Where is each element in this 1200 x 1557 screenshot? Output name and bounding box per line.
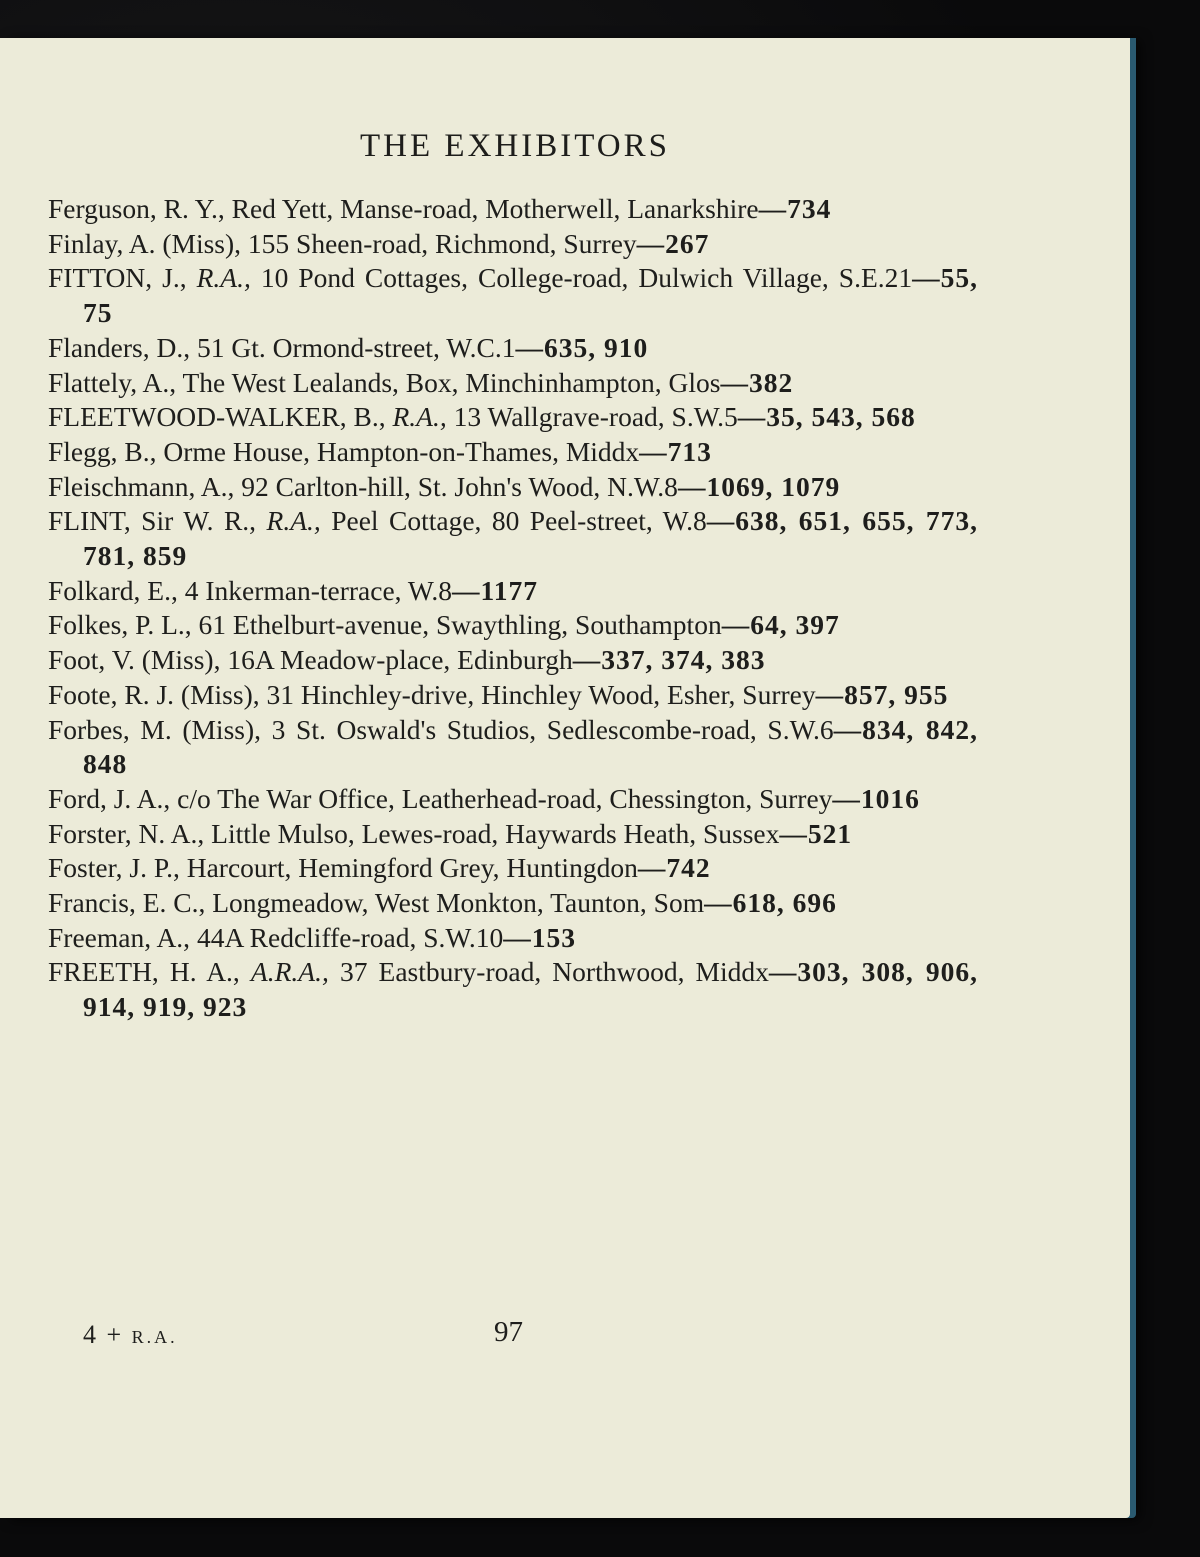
exhibitor-name: Forbes, M. (Miss), [48, 713, 262, 745]
exhibitor-name: Folkard, E., [48, 574, 178, 606]
exhibitor-name: FLEETWOOD-WALKER, B., [48, 401, 386, 433]
exhibit-numbers: —521 [779, 817, 853, 849]
exhibitor-entry [48, 504, 978, 573]
exhibitor-address: Red Yett, Manse-road, Motherwell, Lanarkshire [231, 193, 759, 224]
exhibitor-address: 155 Sheen-road, Richmond, Surrey [247, 227, 637, 259]
exhibitor-address: 10 Pond Cottages, College-road, Dulwich Village, S.E.21 [260, 262, 913, 294]
exhibitor-name: FITTON, J., [48, 262, 187, 294]
exhibit-numbers: —857, 955 [815, 678, 949, 710]
exhibitor-name: FLINT, Sir W. R., [48, 505, 257, 537]
exhibitor-address: 37 Eastbury-road, Northwood, Middx [339, 956, 769, 988]
exhibitor-entry [48, 817, 978, 852]
exhibit-numbers: —638, 651, 655, 773, 781, 859 [83, 505, 979, 572]
exhibitor-title: R.A., [266, 505, 321, 537]
exhibit-numbers: —618, 696 [704, 887, 837, 919]
exhibitor-entry [48, 782, 978, 817]
exhibitor-entry [48, 435, 978, 470]
exhibit-numbers: —153 [503, 921, 576, 953]
exhibitor-entry [48, 470, 978, 505]
exhibitor-entry [48, 955, 978, 1024]
exhibitor-entry [48, 366, 978, 401]
exhibitor-title: R.A., [196, 262, 251, 294]
exhibitor-name: Freeman, A., [48, 921, 191, 953]
exhibitor-entry [48, 921, 978, 956]
exhibit-numbers: —64, 397 [721, 609, 840, 641]
exhibitor-entry [48, 192, 978, 227]
exhibitor-name: Folkes, P. L., [48, 609, 192, 641]
exhibitor-title: R.A., [392, 401, 447, 433]
exhibit-numbers: —1069, 1079 [677, 470, 841, 502]
exhibitor-address: 92 Carlton-hill, St. John's Wood, N.W.8 [241, 470, 678, 502]
exhibitor-name: Flattely, A., [48, 366, 177, 398]
exhibitor-entry [48, 331, 978, 366]
exhibitor-name: Flanders, D., [48, 331, 191, 363]
exhibitor-address: Orme House, Hampton-on-Thames, Middx [163, 435, 640, 467]
exhibitor-name: Ford, J. A., [48, 782, 171, 814]
exhibitor-name: Foster, J. P., [48, 852, 180, 884]
exhibitor-entry [48, 851, 978, 886]
exhibit-numbers: —382 [720, 366, 794, 398]
exhibitor-name: Foote, R. J. (Miss), [48, 678, 260, 710]
exhibitor-address: 44A Redcliffe-road, S.W.10 [196, 921, 504, 953]
exhibit-numbers: —834, 842, 848 [83, 713, 979, 780]
exhibitor-name: Finlay, A. (Miss), [48, 227, 242, 259]
exhibitor-address: Peel Cottage, 80 Peel-street, W.8 [331, 505, 707, 537]
exhibitor-entry [48, 713, 978, 782]
exhibitor-address: The West Lealands, Box, Minchinhampton, Glos [182, 366, 721, 398]
exhibitor-address: 16A Meadow-place, Edinburgh [227, 644, 573, 676]
exhibit-numbers: —713 [639, 435, 712, 467]
exhibit-numbers: —734 [758, 193, 832, 224]
exhibit-numbers: —55, 75 [83, 262, 979, 329]
exhibit-numbers: —1016 [832, 782, 920, 814]
exhibitor-name: Forster, N. A., [48, 817, 205, 849]
exhibit-numbers: —635, 910 [515, 331, 649, 363]
exhibitor-address: 4 Inkerman-terrace, W.8 [184, 574, 452, 606]
exhibitor-entry [48, 643, 978, 678]
exhibitor-name: Flegg, B., [48, 435, 157, 467]
exhibitor-address: Longmeadow, West Monkton, Taunton, Som [212, 887, 705, 919]
exhibitor-address: 31 Hinchley-drive, Hinchley Wood, Esher, Surrey [266, 678, 816, 710]
exhibitor-title: A.R.A., [250, 956, 329, 988]
exhibit-numbers: —337, 374, 383 [572, 644, 766, 676]
exhibitor-name: Ferguson, R. Y., [48, 193, 225, 224]
exhibitor-entry [48, 227, 978, 262]
exhibit-numbers: —303, 308, 906, 914, 919, 923 [83, 956, 978, 1023]
exhibitor-address: 13 Wallgrave-road, S.W.5 [453, 401, 738, 433]
exhibitor-list [48, 192, 978, 1025]
exhibitor-address: 3 St. Oswald's Studios, Sedlescombe-road, S.W.6 [271, 713, 834, 745]
exhibitor-address: c/o The War Office, Leatherhead-road, Chessington, Surrey [177, 782, 833, 814]
exhibitor-entry [48, 886, 978, 921]
exhibitor-entry [48, 608, 978, 643]
exhibitor-name: Fleischmann, A., [48, 470, 235, 502]
exhibitor-address: Harcourt, Hemingford Grey, Huntingdon [186, 852, 638, 884]
exhibitor-address: 51 Gt. Ormond-street, W.C.1 [196, 331, 516, 363]
exhibitor-name: Foot, V. (Miss), [48, 644, 221, 676]
exhibitor-entry [48, 678, 978, 713]
exhibit-numbers: —742 [637, 852, 711, 884]
signature-mark: 4 + R.A. [83, 1320, 178, 1349]
exhibitor-name: FREETH, H. A., [48, 956, 240, 988]
exhibitor-address: 61 Ethelburt-avenue, Swaythling, Southampton [198, 609, 722, 641]
exhibitor-entry [48, 261, 978, 330]
exhibitor-entry [48, 400, 978, 435]
page-title: THE EXHIBITORS [360, 128, 670, 164]
exhibit-numbers: —267 [636, 227, 710, 259]
exhibit-numbers: —1177 [451, 574, 538, 606]
exhibitor-address: Little Mulso, Lewes-road, Haywards Heath, Sussex [211, 817, 780, 849]
exhibitor-entry [48, 574, 978, 609]
exhibitor-name: Francis, E. C., [48, 887, 206, 919]
exhibit-numbers: —35, 543, 568 [737, 401, 916, 433]
page-number: 97 [494, 1316, 523, 1348]
